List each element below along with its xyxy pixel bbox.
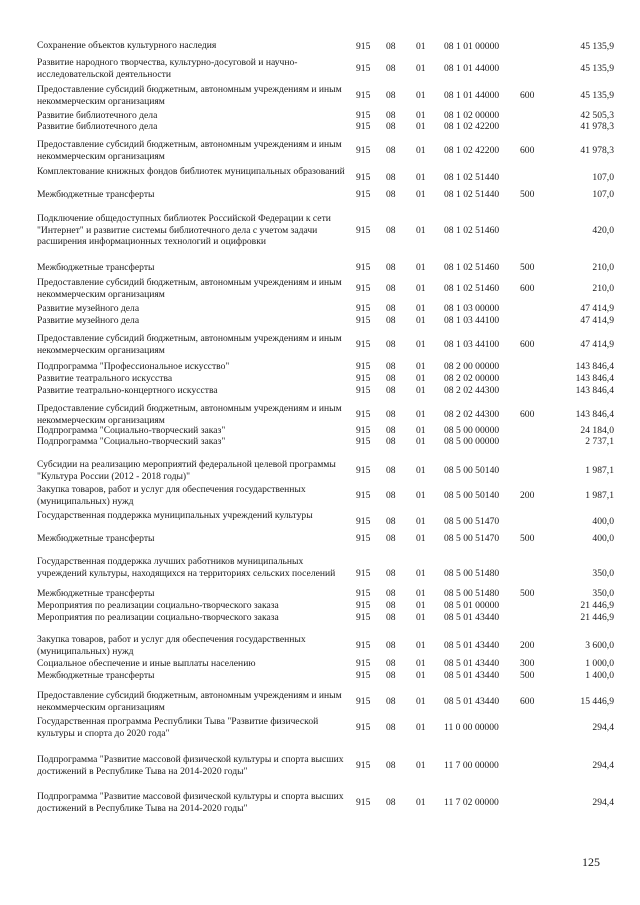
table-row-csr: 08 5 00 51470	[444, 516, 500, 527]
table-row-vr: 600	[520, 409, 535, 420]
table-row-name: Развитие театрально-концертного искусства	[37, 385, 218, 396]
table-row-sum: 45 135,9	[580, 41, 614, 52]
table-row-pr: 01	[416, 600, 426, 611]
table-row-ved: 915	[356, 465, 371, 476]
table-row-vr: 600	[520, 339, 535, 350]
table-row-name: Комплектование книжных фондов библиотек муниципальных образований	[37, 166, 345, 177]
table-row-csr: 08 1 02 51460	[444, 262, 500, 273]
table-row-ved: 915	[356, 516, 371, 527]
table-row-pr: 01	[416, 760, 426, 771]
table-row-name: Подпрограмма "Развитие массовой физической культуры и спорта высших достижений в Республике Тыва на 2014-2020 годы"	[37, 791, 344, 814]
table-row-pr: 01	[416, 315, 426, 326]
table-row-sum: 143 846,4	[575, 361, 614, 372]
table-row-pr: 01	[416, 797, 426, 808]
table-row-pr: 01	[416, 533, 426, 544]
table-row-ved: 915	[356, 568, 371, 579]
table-row-pr: 01	[416, 612, 426, 623]
table-row	[0, 303, 640, 314]
table-row	[0, 361, 640, 372]
table-row-ved: 915	[356, 612, 371, 623]
table-row-name: Предоставление субсидий бюджетным, автономным учреждениям и иным некоммерческим организациям	[37, 333, 342, 356]
table-row	[0, 166, 640, 188]
table-row-csr: 08 2 02 00000	[444, 373, 500, 384]
table-row-csr: 08 1 02 42200	[444, 121, 500, 132]
table-row-sum: 143 846,4	[575, 373, 614, 384]
table-row-rz: 08	[386, 516, 396, 527]
table-row	[0, 57, 640, 79]
table-row-csr: 08 1 01 44000	[444, 90, 500, 101]
table-row-ved: 915	[356, 303, 371, 314]
table-row-pr: 01	[416, 225, 426, 236]
table-row-name: Развитие музейного дела	[37, 315, 140, 326]
table-row-name: Подключение общедоступных библиотек Российской Федерации к сети "Интернет" и развитие системы библиотечного дела с учетом задачи расширения информационных технологий и оцифровки	[37, 213, 331, 247]
table-row-sum: 107,0	[592, 172, 614, 183]
table-row-csr: 11 0 00 00000	[444, 722, 499, 733]
table-row-ved: 915	[356, 339, 371, 350]
table-row	[0, 754, 640, 776]
table-row-rz: 08	[386, 588, 396, 599]
table-row-rz: 08	[386, 303, 396, 314]
table-row-pr: 01	[416, 110, 426, 121]
table-row-rz: 08	[386, 262, 396, 273]
table-row	[0, 634, 640, 656]
table-row-sum: 210,0	[592, 262, 614, 273]
table-row-rz: 08	[386, 696, 396, 707]
table-row-pr: 01	[416, 658, 426, 669]
table-row-ved: 915	[356, 722, 371, 733]
table-row-pr: 01	[416, 568, 426, 579]
table-row-ved: 915	[356, 640, 371, 651]
table-row-sum: 1 987,1	[585, 465, 614, 476]
table-row-vr: 600	[520, 90, 535, 101]
table-row-sum: 42 505,3	[580, 110, 614, 121]
table-row	[0, 436, 640, 447]
table-row-ved: 915	[356, 385, 371, 396]
table-row-pr: 01	[416, 90, 426, 101]
table-row-csr: 08 5 00 50140	[444, 490, 500, 501]
table-row-pr: 01	[416, 425, 426, 436]
table-row	[0, 40, 640, 52]
table-row-sum: 294,4	[592, 797, 614, 808]
table-row-rz: 08	[386, 361, 396, 372]
table-row	[0, 670, 640, 681]
table-row-pr: 01	[416, 436, 426, 447]
table-row-vr: 600	[520, 145, 535, 156]
table-row-rz: 08	[386, 189, 396, 200]
table-row	[0, 612, 640, 623]
table-row-pr: 01	[416, 41, 426, 52]
table-row-csr: 08 1 03 00000	[444, 303, 500, 314]
table-row-ved: 915	[356, 63, 371, 74]
table-row-sum: 350,0	[592, 568, 614, 579]
table-row-pr: 01	[416, 172, 426, 183]
table-row-csr: 11 7 02 00000	[444, 797, 499, 808]
table-row-pr: 01	[416, 640, 426, 651]
table-row-pr: 01	[416, 303, 426, 314]
table-row-rz: 08	[386, 640, 396, 651]
page-number: 125	[582, 855, 600, 869]
table-row-vr: 200	[520, 490, 535, 501]
table-row-ved: 915	[356, 145, 371, 156]
table-row-sum: 294,4	[592, 760, 614, 771]
table-row-name: Развитие театрального искусства	[37, 373, 173, 384]
table-row-rz: 08	[386, 339, 396, 350]
table-row-rz: 08	[386, 172, 396, 183]
table-row	[0, 484, 640, 506]
table-row-name: Межбюджетные трансферты	[37, 533, 155, 544]
table-row-name: Государственная поддержка лучших работников муниципальных учреждений культуры, находящихся на территориях сельских поселений	[37, 556, 336, 579]
table-row-sum: 350,0	[592, 588, 614, 599]
table-row-sum: 21 446,9	[580, 600, 614, 611]
table-row-rz: 08	[386, 409, 396, 420]
table-row-csr: 08 5 01 00000	[444, 600, 500, 611]
table-row-ved: 915	[356, 696, 371, 707]
table-row-rz: 08	[386, 533, 396, 544]
table-row-csr: 08 1 03 44100	[444, 315, 500, 326]
table-row-rz: 08	[386, 612, 396, 623]
table-row-vr: 500	[520, 533, 535, 544]
table-row-csr: 08 5 01 43440	[444, 640, 500, 651]
table-row-rz: 08	[386, 121, 396, 132]
table-row	[0, 277, 640, 299]
table-row-name: Мероприятия по реализации социально-творческого заказа	[37, 612, 279, 623]
table-row-vr: 500	[520, 189, 535, 200]
table-row-pr: 01	[416, 63, 426, 74]
table-row-pr: 01	[416, 361, 426, 372]
table-row-ved: 915	[356, 283, 371, 294]
table-row-rz: 08	[386, 568, 396, 579]
table-row	[0, 459, 640, 481]
table-row	[0, 533, 640, 544]
table-row	[0, 716, 640, 738]
table-row-sum: 45 135,9	[580, 90, 614, 101]
table-row-ved: 915	[356, 797, 371, 808]
table-row	[0, 600, 640, 611]
table-row-rz: 08	[386, 90, 396, 101]
table-row-ved: 915	[356, 533, 371, 544]
table-row-vr: 500	[520, 588, 535, 599]
table-row-csr: 08 5 00 51480	[444, 568, 500, 579]
table-row-csr: 08 2 02 44300	[444, 409, 500, 420]
table-row-csr: 11 7 00 00000	[444, 760, 499, 771]
table-row-name: Предоставление субсидий бюджетным, автономным учреждениям и иным некоммерческим организациям	[37, 84, 342, 107]
table-row-sum: 143 846,4	[575, 409, 614, 420]
table-row-sum: 45 135,9	[580, 63, 614, 74]
table-row-rz: 08	[386, 670, 396, 681]
table-row-name: Государственная программа Республики Тыва "Развитие физической культуры и спорта до 2020 года"	[37, 716, 319, 739]
table-row	[0, 84, 640, 106]
table-row-rz: 08	[386, 145, 396, 156]
table-row-name: Межбюджетные трансферты	[37, 262, 155, 273]
table-row-ved: 915	[356, 425, 371, 436]
table-row-name: Закупка товаров, работ и услуг для обеспечения государственных (муниципальных) нужд	[37, 484, 306, 507]
table-row-sum: 41 978,3	[580, 145, 614, 156]
table-row-name: Субсидии на реализацию мероприятий федеральной целевой программы "Культура России (2012 - 2018 годы)"	[37, 459, 336, 482]
table-row-pr: 01	[416, 670, 426, 681]
table-row-name: Сохранение объектов культурного наследия	[37, 40, 217, 51]
table-row	[0, 385, 640, 396]
table-row-rz: 08	[386, 760, 396, 771]
table-row-rz: 08	[386, 385, 396, 396]
table-row-vr: 500	[520, 670, 535, 681]
table-row-rz: 08	[386, 658, 396, 669]
table-row-sum: 47 414,9	[580, 315, 614, 326]
table-row-name: Межбюджетные трансферты	[37, 588, 155, 599]
table-row-sum: 420,0	[592, 225, 614, 236]
table-row-pr: 01	[416, 121, 426, 132]
table-row	[0, 189, 640, 200]
table-row-sum: 15 446,9	[580, 696, 614, 707]
table-row-ved: 915	[356, 600, 371, 611]
table-row	[0, 373, 640, 384]
table-row-ved: 915	[356, 110, 371, 121]
table-row-sum: 2 737,1	[585, 436, 614, 447]
table-row-name: Подпрограмма "Социально-творческий заказ"	[37, 425, 226, 436]
table-row	[0, 588, 640, 599]
table-row-sum: 294,4	[592, 722, 614, 733]
table-row	[0, 510, 640, 532]
table-row-csr: 08 1 03 44100	[444, 339, 500, 350]
table-row-ved: 915	[356, 436, 371, 447]
table-row-pr: 01	[416, 516, 426, 527]
table-row-name: Развитие народного творчества, культурно-досуговой и научно-исследовательской деятельности	[37, 57, 298, 80]
table-row-name: Предоставление субсидий бюджетным, автономным учреждениям и иным некоммерческим организациям	[37, 277, 342, 300]
table-row-csr: 08 1 02 51440	[444, 172, 500, 183]
table-row	[0, 403, 640, 425]
table-row-sum: 3 600,0	[585, 640, 614, 651]
table-row-ved: 915	[356, 315, 371, 326]
table-row-vr: 600	[520, 283, 535, 294]
table-row	[0, 425, 640, 436]
table-row-sum: 41 978,3	[580, 121, 614, 132]
table-row-ved: 915	[356, 172, 371, 183]
table-row-pr: 01	[416, 373, 426, 384]
table-row-name: Развитие библиотечного дела	[37, 121, 158, 132]
table-row	[0, 315, 640, 326]
table-row	[0, 121, 640, 132]
table-row-sum: 1 987,1	[585, 490, 614, 501]
table-row-sum: 1 000,0	[585, 658, 614, 669]
table-row-name: Подпрограмма "Профессиональное искусство"	[37, 361, 230, 372]
table-row	[0, 690, 640, 712]
table-row-sum: 21 446,9	[580, 612, 614, 623]
table-row-name: Межбюджетные трансферты	[37, 189, 155, 200]
table-row-name: Развитие библиотечного дела	[37, 110, 158, 121]
table-row-rz: 08	[386, 373, 396, 384]
table-row-vr: 500	[520, 262, 535, 273]
table-row-rz: 08	[386, 465, 396, 476]
table-row-rz: 08	[386, 490, 396, 501]
table-row-rz: 08	[386, 63, 396, 74]
table-row-name: Подпрограмма "Развитие массовой физической культуры и спорта высших достижений в Республике Тыва на 2014-2020 годы"	[37, 754, 344, 777]
table-row-ved: 915	[356, 225, 371, 236]
table-row-csr: 08 2 02 44300	[444, 385, 500, 396]
table-row	[0, 139, 640, 161]
table-row-pr: 01	[416, 145, 426, 156]
table-row-csr: 08 1 02 42200	[444, 145, 500, 156]
table-row-csr: 08 5 00 00000	[444, 436, 500, 447]
table-row-ved: 915	[356, 670, 371, 681]
table-row	[0, 333, 640, 355]
table-row-csr: 08 1 01 44000	[444, 63, 500, 74]
table-row-csr: 08 1 01 00000	[444, 41, 500, 52]
table-row-vr: 300	[520, 658, 535, 669]
table-row-rz: 08	[386, 315, 396, 326]
table-row-name: Предоставление субсидий бюджетным, автономным учреждениям и иным некоммерческим организациям	[37, 403, 342, 426]
table-row-csr: 08 1 02 00000	[444, 110, 500, 121]
table-row-pr: 01	[416, 339, 426, 350]
table-row	[0, 262, 640, 273]
table-row-csr: 08 5 00 50140	[444, 465, 500, 476]
table-row-sum: 400,0	[592, 516, 614, 527]
table-row-sum: 47 414,9	[580, 303, 614, 314]
table-row-csr: 08 5 01 43440	[444, 696, 500, 707]
table-row-sum: 400,0	[592, 533, 614, 544]
table-row-name: Предоставление субсидий бюджетным, автономным учреждениям и иным некоммерческим организациям	[37, 139, 342, 162]
table-row-pr: 01	[416, 588, 426, 599]
table-row	[0, 556, 640, 590]
table-row-rz: 08	[386, 283, 396, 294]
table-row-pr: 01	[416, 189, 426, 200]
table-row-csr: 08 1 02 51460	[444, 283, 500, 294]
table-row-rz: 08	[386, 797, 396, 808]
table-row-ved: 915	[356, 658, 371, 669]
table-row-rz: 08	[386, 722, 396, 733]
table-row	[0, 110, 640, 121]
table-row-name: Подпрограмма "Социально-творческий заказ"	[37, 436, 226, 447]
table-row-csr: 08 2 00 00000	[444, 361, 500, 372]
table-row-name: Социальное обеспечение и иные выплаты населению	[37, 658, 256, 669]
table-row	[0, 791, 640, 813]
table-row-name: Мероприятия по реализации социально-творческого заказа	[37, 600, 279, 611]
table-row-pr: 01	[416, 490, 426, 501]
table-row-ved: 915	[356, 262, 371, 273]
table-row-ved: 915	[356, 760, 371, 771]
table-row-name: Межбюджетные трансферты	[37, 670, 155, 681]
table-row-name: Закупка товаров, работ и услуг для обеспечения государственных (муниципальных) нужд	[37, 634, 306, 657]
table-row-rz: 08	[386, 600, 396, 611]
table-row-csr: 08 1 02 51460	[444, 225, 500, 236]
table-row-name: Государственная поддержка муниципальных учреждений культуры	[37, 510, 313, 521]
table-row-ved: 915	[356, 189, 371, 200]
table-row-csr: 08 5 01 43440	[444, 658, 500, 669]
table-row-sum: 24 184,0	[580, 425, 614, 436]
table-row-ved: 915	[356, 41, 371, 52]
table-row-pr: 01	[416, 283, 426, 294]
table-row-csr: 08 1 02 51440	[444, 189, 500, 200]
table-row-pr: 01	[416, 385, 426, 396]
table-row-sum: 47 414,9	[580, 339, 614, 350]
table-row-ved: 915	[356, 121, 371, 132]
table-row-csr: 08 5 00 51470	[444, 533, 500, 544]
table-row-csr: 08 5 01 43440	[444, 670, 500, 681]
table-row-pr: 01	[416, 696, 426, 707]
table-row-pr: 01	[416, 465, 426, 476]
table-row-vr: 200	[520, 640, 535, 651]
table-row-rz: 08	[386, 436, 396, 447]
table-row-pr: 01	[416, 409, 426, 420]
table-row-ved: 915	[356, 490, 371, 501]
table-row-rz: 08	[386, 425, 396, 436]
table-row-sum: 1 400,0	[585, 670, 614, 681]
table-row-rz: 08	[386, 41, 396, 52]
table-row-ved: 915	[356, 361, 371, 372]
table-row-sum: 143 846,4	[575, 385, 614, 396]
table-row	[0, 658, 640, 669]
table-row-csr: 08 5 00 51480	[444, 588, 500, 599]
table-row-rz: 08	[386, 110, 396, 121]
table-row-csr: 08 5 00 00000	[444, 425, 500, 436]
table-row-name: Развитие музейного дела	[37, 303, 140, 314]
table-row-pr: 01	[416, 722, 426, 733]
table-row-ved: 915	[356, 90, 371, 101]
table-row-pr: 01	[416, 262, 426, 273]
table-row	[0, 213, 640, 247]
table-row-ved: 915	[356, 409, 371, 420]
table-row-ved: 915	[356, 373, 371, 384]
table-row-csr: 08 5 01 43440	[444, 612, 500, 623]
table-row-ved: 915	[356, 588, 371, 599]
table-row-name: Предоставление субсидий бюджетным, автономным учреждениям и иным некоммерческим организациям	[37, 690, 342, 713]
table-row-sum: 107,0	[592, 189, 614, 200]
table-row-rz: 08	[386, 225, 396, 236]
table-row-sum: 210,0	[592, 283, 614, 294]
table-row-vr: 600	[520, 696, 535, 707]
